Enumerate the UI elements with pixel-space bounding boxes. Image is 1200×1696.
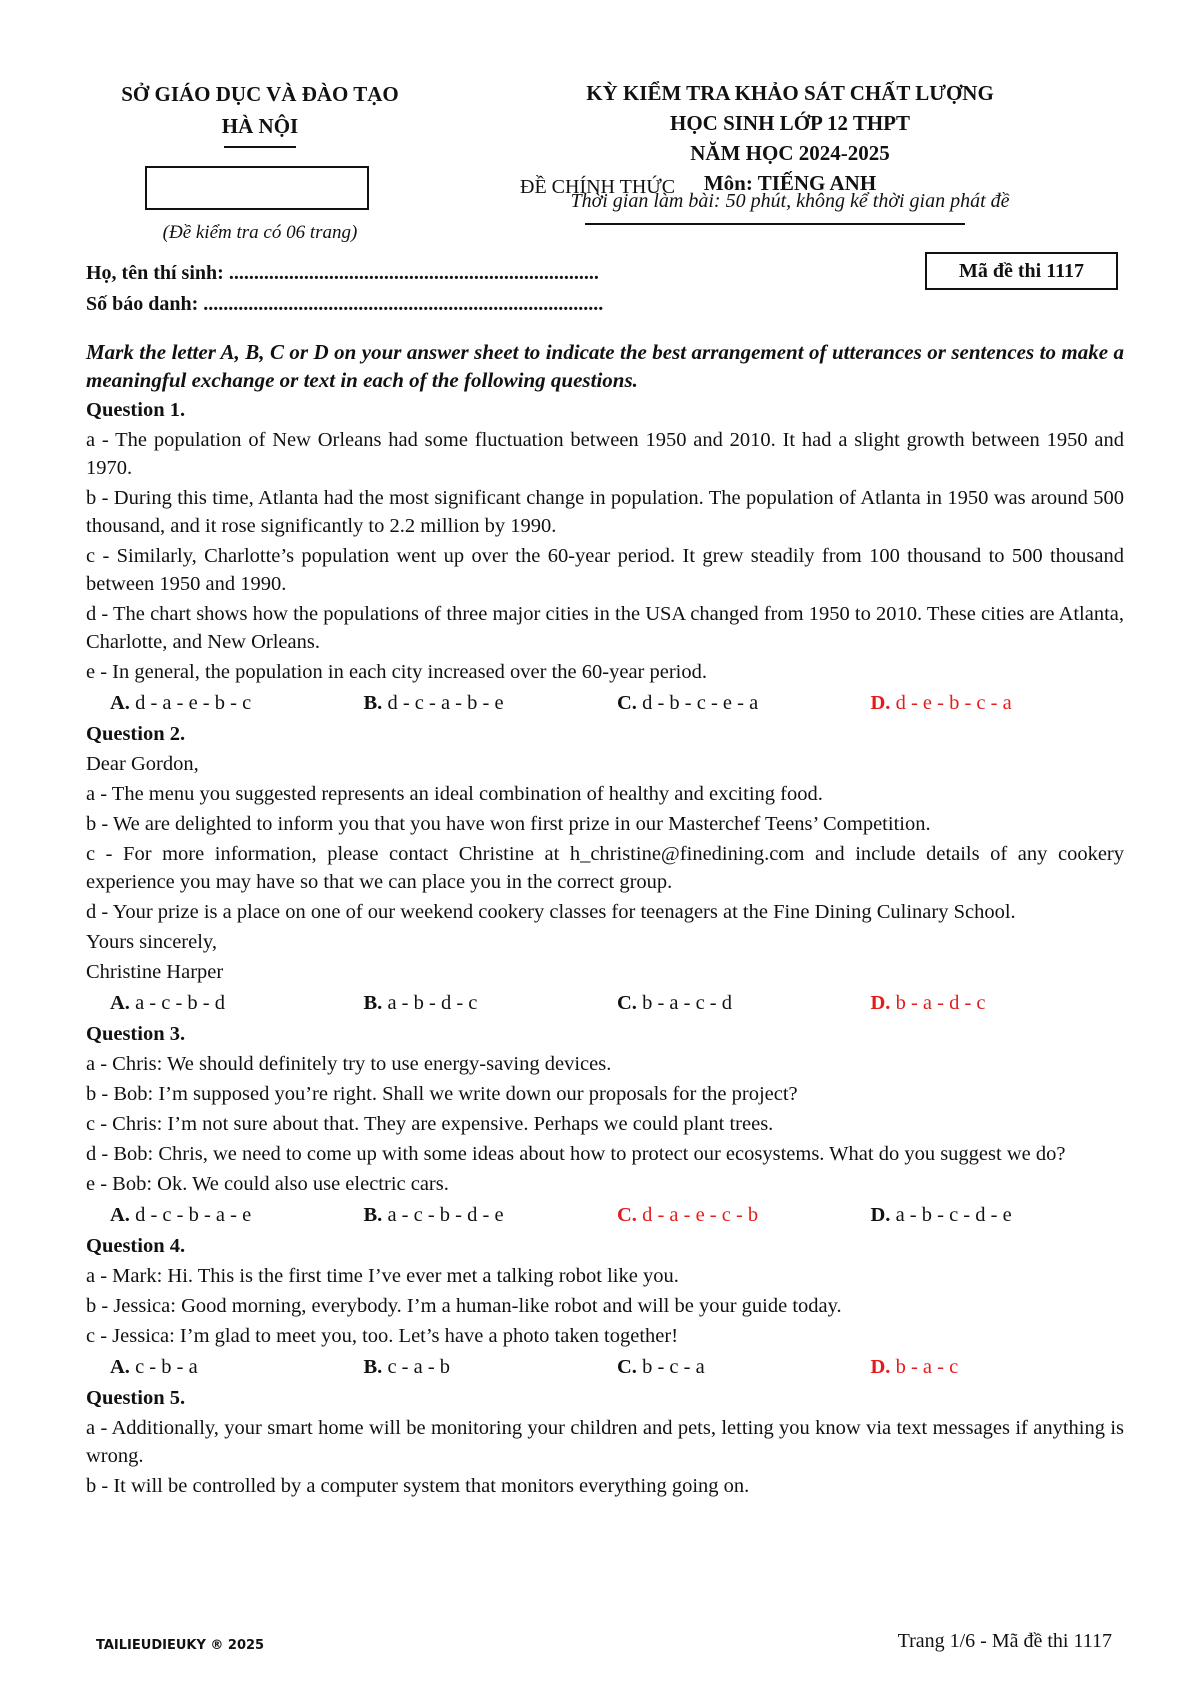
option-text: a - b - d - c [387, 992, 478, 1014]
candidate-id-field[interactable]: ................................................................................ [203, 293, 604, 315]
question-block [86, 1384, 1124, 1500]
question-line: Dear Gordon, [86, 753, 199, 775]
option-text: d - a - e - c - b [642, 1204, 759, 1226]
footer-brand: TAILIEUDIEUKY ® 2025 [96, 1638, 265, 1653]
option-text: d - a - e - b - c [135, 692, 252, 714]
answer-options [110, 1353, 1124, 1381]
question-line: d - Bob: Chris, we need to come up with some ideas about how to protect our ecosystems. What do you suggest we do? [86, 1143, 1066, 1165]
option-text: d - b - c - e - a [642, 692, 759, 714]
option-text: a - c - b - d [135, 992, 225, 1014]
option-letter: A. [110, 1356, 130, 1378]
question-line: a - The population of New Orleans had some fluctuation between 1950 and 2010. It had a slight growth between 1950 and 1970. [86, 429, 1124, 479]
exam-year: NĂM HỌC 2024-2025 [690, 141, 890, 165]
answer-option-b[interactable] [364, 989, 618, 1017]
question-line: a - Mark: Hi. This is the first time I’ve ever met a talking robot like you. [86, 1265, 679, 1287]
question-line: b - During this time, Atlanta had the most significant change in population. The population of Atlanta in 1950 was around 500 thousand, and it rose significantly to 2.2 million by 1990. [86, 487, 1124, 537]
candidate-name-field[interactable]: .......................................................................... [228, 262, 599, 284]
question-line: a - Chris: We should definitely try to use energy-saving devices. [86, 1053, 612, 1075]
answer-option-d[interactable] [871, 989, 1125, 1017]
option-letter: B. [363, 992, 383, 1014]
question-line: c - For more information, please contact Christine at h_christine@finedining.com and include details of any cookery experience you may have so that we can place you in the correct group. [86, 843, 1124, 893]
option-letter: B. [363, 692, 383, 714]
option-text: d - c - a - b - e [387, 692, 504, 714]
question-line: c - Chris: I’m not sure about that. They are expensive. Perhaps we could plant trees. [86, 1113, 774, 1135]
answer-option-a[interactable] [110, 1201, 364, 1229]
option-text: d - c - b - a - e [135, 1204, 252, 1226]
header-divider [224, 146, 296, 148]
footer-page-number: Trang 1/6 - Mã đề thi 1117 [897, 1630, 1112, 1652]
question-line: Christine Harper [86, 961, 224, 983]
answer-option-d[interactable] [871, 689, 1125, 717]
page-count-note: (Đề kiểm tra có 06 trang) [162, 222, 358, 243]
answer-option-a[interactable] [110, 1353, 364, 1381]
option-letter: C. [617, 1204, 637, 1226]
answer-option-a[interactable] [110, 689, 364, 717]
answer-option-c[interactable] [617, 1201, 871, 1229]
answer-option-c[interactable] [617, 989, 871, 1017]
option-letter: A. [110, 1204, 130, 1226]
question-line: b - Bob: I’m supposed you’re right. Shall we write down our proposals for the project? [86, 1083, 798, 1105]
answer-option-d[interactable] [871, 1353, 1125, 1381]
answer-option-b[interactable] [364, 689, 618, 717]
option-text: b - c - a [642, 1356, 705, 1378]
option-text: a - b - c - d - e [895, 1204, 1012, 1226]
question-line: b - Jessica: Good morning, everybody. I’m a human-like robot and will be your guide today. [86, 1295, 842, 1317]
answer-options [110, 1201, 1124, 1229]
exam-header [500, 78, 1080, 198]
option-text: b - a - c - d [642, 992, 732, 1014]
question-line: d - The chart shows how the populations of three major cities in the USA changed from 1950 to 2010. These cities are Atlanta, Charlotte, and New Orleans. [86, 603, 1124, 653]
answer-options [110, 689, 1124, 717]
option-letter: A. [110, 692, 130, 714]
exam-code-box: Mã đề thi 1117 [925, 252, 1118, 290]
option-text: a - c - b - d - e [387, 1204, 504, 1226]
answer-option-d[interactable] [871, 1201, 1125, 1229]
question-title: Question 1. [86, 399, 186, 421]
option-letter: D. [870, 992, 891, 1014]
official-label: ĐỀ CHÍNH THỨC [520, 176, 676, 198]
option-letter: C. [617, 692, 637, 714]
official-stamp-box [145, 166, 369, 210]
question-title: Question 5. [86, 1387, 186, 1409]
option-text: d - e - b - c - a [895, 692, 1012, 714]
option-letter: D. [870, 1356, 891, 1378]
option-text: c - b - a [135, 1356, 198, 1378]
question-list [86, 396, 1124, 1500]
option-letter: D. [870, 1204, 891, 1226]
questions-section [86, 338, 1124, 1500]
question-line: c - Similarly, Charlotte’s population went up over the 60-year period. It grew steadily from 100 thousand to 500 thousand between 1950 and 1990. [86, 545, 1124, 595]
question-line: c - Jessica: I’m glad to meet you, too. Let’s have a photo taken together! [86, 1325, 679, 1347]
answer-option-b[interactable] [364, 1201, 618, 1229]
question-line: b - We are delighted to inform you that you have won first prize in our Masterchef Teens’ Competition. [86, 813, 931, 835]
question-line: a - The menu you suggested represents an ideal combination of healthy and exciting food. [86, 783, 823, 805]
option-text: b - a - d - c [895, 992, 986, 1014]
answer-option-a[interactable] [110, 989, 364, 1017]
option-text: c - a - b [387, 1356, 451, 1378]
option-letter: A. [110, 992, 130, 1014]
option-letter: D. [870, 692, 891, 714]
option-letter: B. [363, 1204, 383, 1226]
department-header [70, 78, 450, 148]
question-line: d - Your prize is a place on one of our weekend cookery classes for teenagers at the Fine Dining Culinary School. [86, 901, 1016, 923]
question-line: b - It will be controlled by a computer system that monitors everything going on. [86, 1475, 750, 1497]
candidate-id-row [86, 293, 603, 316]
time-note: Thời gian làm bài: 50 phút, không kể thời gian phát đề [570, 190, 1010, 212]
option-letter: C. [617, 1356, 637, 1378]
candidate-name-label: Họ, tên thí sinh: [86, 262, 224, 284]
option-letter: C. [617, 992, 637, 1014]
option-letter: B. [363, 1356, 383, 1378]
question-line: e - Bob: Ok. We could also use electric cars. [86, 1173, 449, 1195]
department-name: SỞ GIÁO DỤC VÀ ĐÀO TẠO [121, 82, 399, 106]
question-block [86, 396, 1124, 717]
exam-header-divider [585, 223, 965, 225]
exam-title: KỲ KIỂM TRA KHẢO SÁT CHẤT LƯỢNG [586, 81, 994, 105]
question-block [86, 720, 1124, 1017]
question-block [86, 1020, 1124, 1229]
candidate-name-row [86, 262, 599, 285]
question-title: Question 2. [86, 723, 186, 745]
question-block [86, 1232, 1124, 1381]
city-name: HÀ NỘI [221, 114, 299, 138]
question-line: a - Additionally, your smart home will be monitoring your children and pets, letting you know via text messages if anything is wrong. [86, 1417, 1124, 1467]
answer-options [110, 989, 1124, 1017]
question-line: e - In general, the population in each city increased over the 60-year period. [86, 661, 707, 683]
answer-option-b[interactable] [364, 1353, 618, 1381]
answer-option-c[interactable] [617, 689, 871, 717]
option-text: b - a - c [895, 1356, 959, 1378]
instruction-text: Mark the letter A, B, C or D on your answer sheet to indicate the best arrangement of utterances or sentences to make a meaningful exchange or text in each of the following questions. [86, 340, 1124, 392]
exam-subject: Môn: TIẾNG ANH [703, 171, 877, 195]
candidate-id-label: Số báo danh: [86, 293, 199, 315]
question-title: Question 4. [86, 1235, 186, 1257]
exam-grade: HỌC SINH LỚP 12 THPT [670, 111, 910, 135]
question-title: Question 3. [86, 1023, 186, 1045]
question-line: Yours sincerely, [86, 931, 217, 953]
answer-option-c[interactable] [617, 1353, 871, 1381]
